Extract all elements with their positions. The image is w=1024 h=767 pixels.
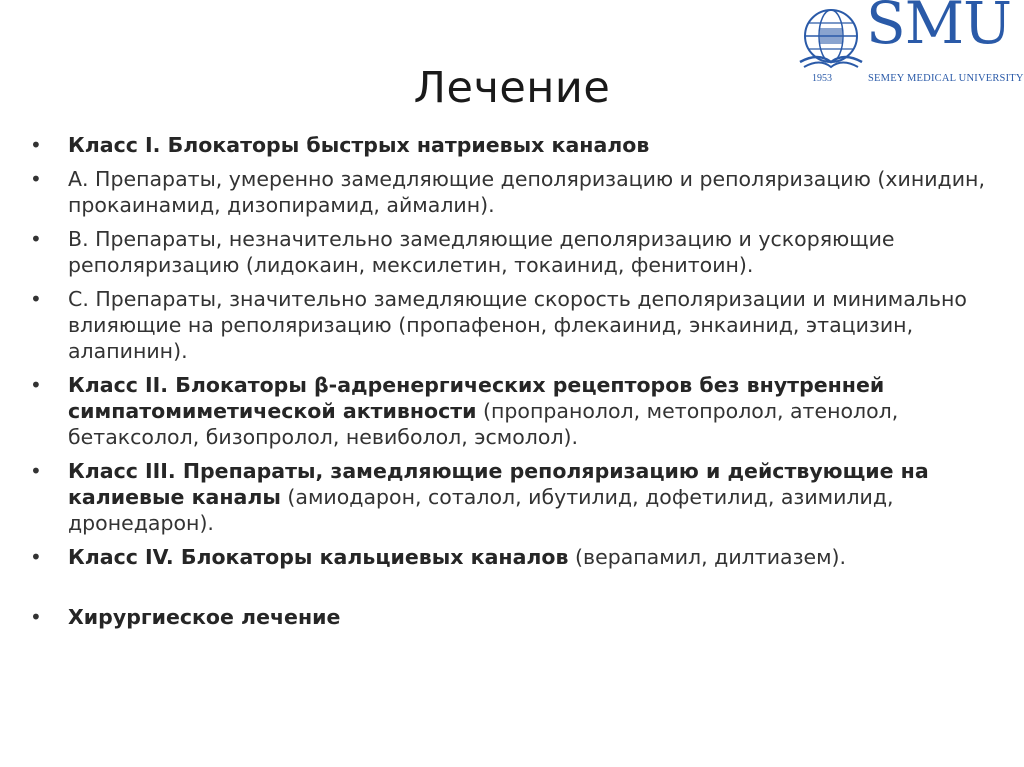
bullet-icon: • [30, 605, 42, 629]
logo-text: SMU [866, 0, 1012, 57]
bullet-icon: • [30, 227, 42, 251]
bullet-icon: • [30, 459, 42, 483]
item-text: В. Препараты, незначительно замедляющие деполяризацию и ускоряющие реполяризацию (лидокаин, мексилетин, токаинид, фенитоин). [68, 227, 895, 277]
list-item [30, 372, 1010, 450]
item-bold-text: Класс IV. Блокаторы кальциевых каналов [68, 545, 569, 569]
slide-title: Лечение [413, 63, 611, 113]
bullet-icon: • [30, 287, 42, 311]
list-item [30, 286, 1010, 364]
item-bold-text: Класс I. Блокаторы быстрых натриевых каналов [68, 133, 650, 157]
list-item [30, 226, 1010, 278]
bullet-icon: • [30, 373, 42, 397]
item-text: (амиодарон, соталол, ибутилид, дофетилид, азимилид, дронедарон). [68, 485, 894, 535]
item-bold-text: Класс III. Препараты, замедляющие реполяризацию и действующие на калиевые каналы [68, 459, 929, 509]
item-bold-text: Класс II. Блокаторы β-адренергических рецепторов без внутренней симпатомиметической активности [68, 373, 885, 423]
bullet-icon: • [30, 133, 42, 157]
bullet-icon: • [30, 167, 42, 191]
logo-university-name: SEMEY MEDICAL UNIVERSITY [868, 73, 1024, 84]
list-item [30, 458, 1010, 536]
bullet-list [30, 132, 1010, 638]
bullet-icon: • [30, 545, 42, 569]
item-text: С. Препараты, значительно замедляющие скорость деполяризации и минимально влияющие на реполяризацию (пропафенон, флекаинид, энкаинид, этацизин, алапинин). [68, 287, 967, 363]
list-item [30, 544, 1010, 570]
item-text: А. Препараты, умеренно замедляющие деполяризацию и реполяризацию (хинидин, прокаинамид, дизопирамид, аймалин). [68, 167, 985, 217]
item-bold-text: Хирургиеское лечение [68, 605, 341, 629]
item-text: (верапамил, дилтиазем). [568, 545, 847, 569]
logo-year: 1953 [812, 73, 832, 84]
list-item [30, 604, 1010, 630]
item-text: (пропранолол, метопролол, атенолол, бетаксолол, бизопролол, невиболол, эсмолол). [68, 399, 899, 449]
list-item [30, 132, 1010, 158]
list-item [30, 166, 1010, 218]
